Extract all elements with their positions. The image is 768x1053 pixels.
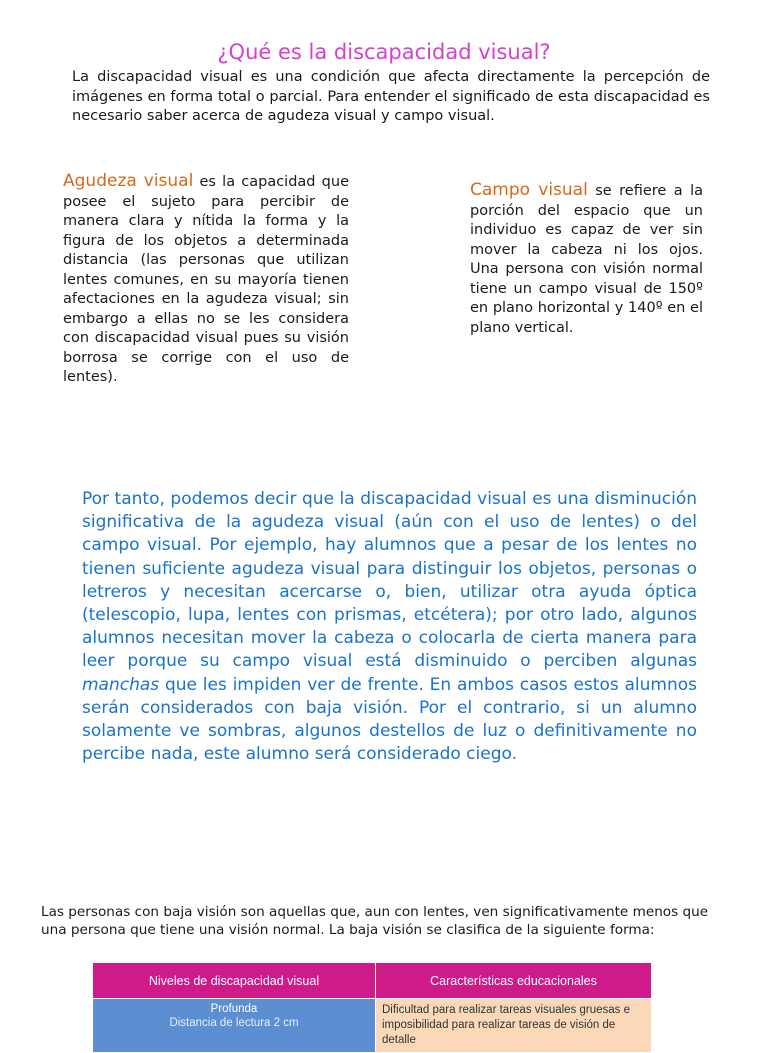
table-cell-description: Dificultad para realizar tareas visuales gruesas e imposibilidad para realizar tareas de visión de detalle (376, 999, 652, 1053)
level-detail: Distancia de lectura 2 cm (169, 1017, 299, 1029)
intro-paragraph: La discapacidad visual es una condición que afecta directamente la percepción de imágenes en forma total o parcial. Para entender el significado de esta discapacidad es necesario saber acerca de agudeza visual y campo visual. (72, 69, 710, 124)
conclusion-text-part2: que les impiden ver de frente. En ambos casos estos alumnos serán considerados con baja visión. Por el contrario, si un alumno solamente ve sombras, algunos destellos de luz o definitivamente no percibe nada, este alumno será considerado ciego. (82, 674, 697, 765)
table-row (93, 999, 652, 1053)
table-header-characteristics: Características educacionales (376, 963, 652, 999)
baja-vision-paragraph: Las personas con baja visión son aquellas que, aun con lentes, ven significativamente menos que una persona que tiene una visión normal. La baja visión se clasifica de la siguiente forma: (41, 904, 709, 938)
conclusion-paragraph (82, 488, 697, 766)
page-title: ¿Qué es la discapacidad visual? (217, 40, 551, 64)
campo-visual-text: se refiere a la porción del espacio que un individuo es capaz de ver sin mover la cabeza ni los ojos. Una persona con visión normal tiene un campo visual de 150º en plano horizontal y 140º en el plano vertical. (470, 183, 703, 336)
level-name: Profunda (210, 1003, 258, 1015)
table-cell-level (93, 999, 376, 1053)
agudeza-visual-paragraph (63, 172, 349, 388)
conclusion-text-part1: Por tanto, podemos decir que la discapacidad visual es una disminución significativa de la agudeza visual (aún con el uso de lentes) o del campo visual. Por ejemplo, hay alumnos que a pesar de los lentes no tienen suficiente agudeza visual para distinguir los objetos, personas o letreros y necesitan acercarse o, bien, utilizar otra ayuda óptica (telescopio, lupa, lentes con prismas, etcétera); por otro lado, algunos alumnos necesitan mover la cabeza o colocarla de cierta manera para leer porque su campo visual está disminuido o perciben algunas (82, 489, 697, 672)
campo-visual-term: Campo visual (470, 180, 588, 200)
table-header-row (93, 963, 652, 999)
conclusion-emphasis: manchas (82, 674, 160, 695)
agudeza-visual-term: Agudeza visual (63, 171, 194, 191)
campo-visual-paragraph (470, 181, 703, 338)
vision-levels-table (92, 962, 652, 1053)
agudeza-visual-text: es la capacidad que posee el sujeto para percibir de manera clara y nítida la forma y la figura de los objetos a determinada distancia (las personas que utilizan lentes comunes, en su mayoría tienen afectaciones en la agudeza visual; sin embargo a ellas no se les considera con discapacidad visual pues su visión borrosa se corrige con el uso de lentes). (63, 174, 349, 385)
table-header-levels: Niveles de discapacidad visual (93, 963, 376, 999)
